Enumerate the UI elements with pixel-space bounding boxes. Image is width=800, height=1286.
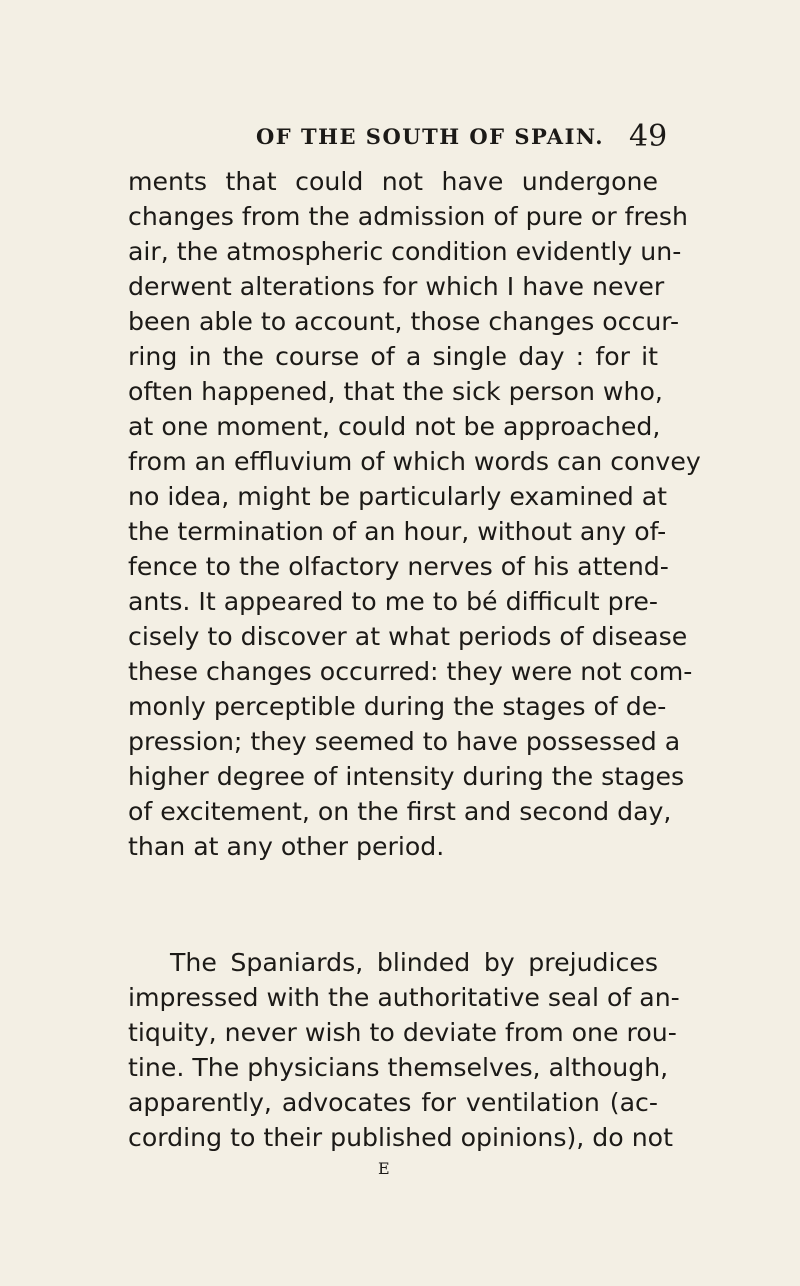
text-line: the termination of an hour, without any of- [128,517,667,546]
text-line: ments that could not have undergone [128,167,658,196]
text-line: derwent alterations for which I have never [128,272,665,301]
text-line: cording to their published opinions), do not [128,1123,673,1152]
text-line: changes from the admission of pure or fresh [128,202,688,231]
signature-mark: E [378,1159,390,1178]
text-line: cisely to discover at what periods of disease [128,622,688,651]
text-line: from an effluvium of which words can convey [128,447,701,476]
text-line: higher degree of intensity during the stages [128,762,685,791]
text-line: these changes occurred: they were not com- [128,657,693,686]
text-line: of excitement, on the first and second day, [128,797,672,826]
text-line: fence to the olfactory nerves of his attend- [128,552,669,581]
text-line: apparently, advocates for ventilation (ac- [128,1088,658,1117]
text-line: tiquity, never wish to deviate from one rou- [128,1018,677,1047]
text-line: at one moment, could not be approached, [128,412,661,441]
running-title: OF THE SOUTH OF SPAIN. [256,124,605,149]
text-line: pression; they seemed to have possessed a [128,727,681,756]
text-line: monly perceptible during the stages of de- [128,692,667,721]
text-line: impressed with the authoritative seal of an- [128,983,680,1012]
text-line: no idea, might be particularly examined at [128,482,668,511]
text-line: The Spaniards, blinded by prejudices [170,948,658,977]
text-line: been able to account, those changes occur- [128,307,680,336]
text-line: ring in the course of a single day : for it [128,342,658,371]
page-number: 49 [629,119,668,154]
text-line: often happened, that the sick person who, [128,377,663,406]
text-line: ants. It appeared to me to bé difficult pre- [128,587,658,616]
text-line: tine. The physicians themselves, although, [128,1053,669,1082]
text-line: than at any other period. [128,832,445,861]
text-line: air, the atmospheric condition evidently un- [128,237,682,266]
